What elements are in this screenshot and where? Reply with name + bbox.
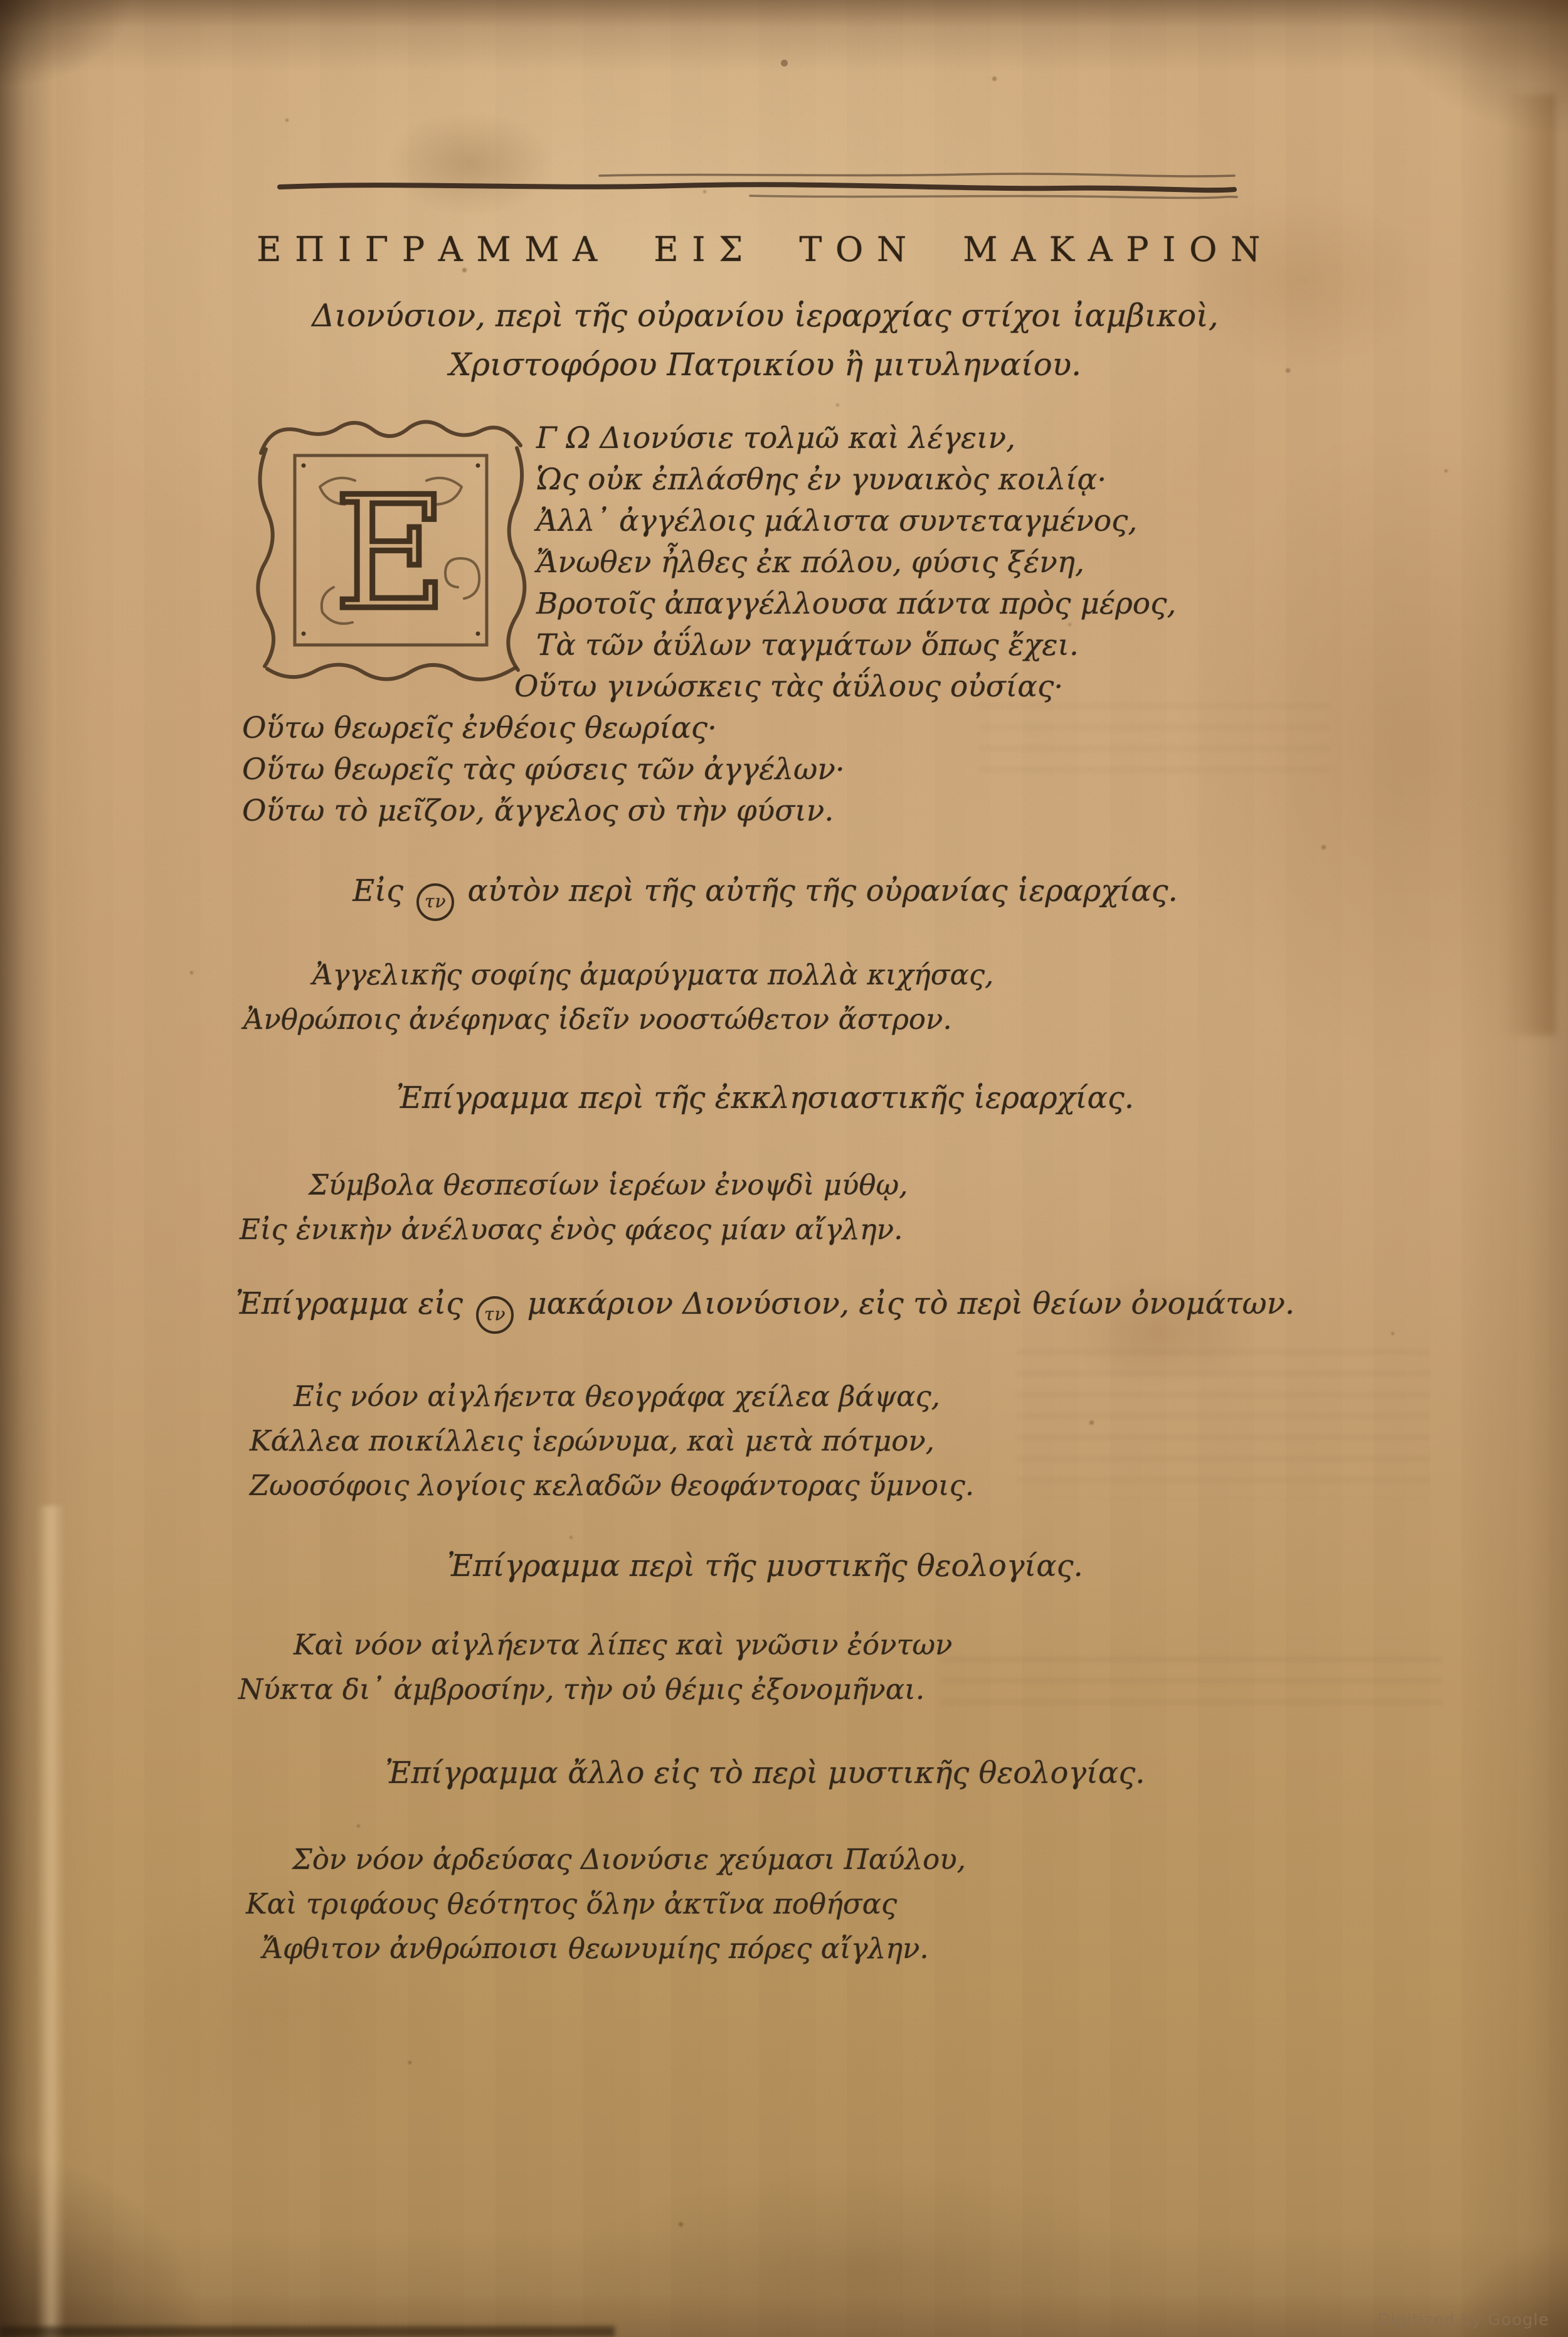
section-heading-divine-names: [151, 1286, 1380, 1334]
main-poem-line: Βροτοῖς ἀπαγγέλλουσα πάντα πρὸς μέρος,: [536, 587, 1177, 621]
main-poem-line: Οὕτω θεωρεῖς ἐνθέοις θεωρίας·: [242, 711, 717, 745]
subtitle-line-1: Διονύσιον, περὶ τῆς οὐρανίου ἱεραρχίας στίχοι ἰαμβικοὶ,: [312, 297, 1219, 334]
google-watermark: Digitized by Google: [1377, 2311, 1549, 2329]
main-poem-line: Ἀλλ᾽ ἀγγέλοις μάλιστα συντεταγμένος,: [536, 504, 1138, 538]
epigram-line: Ἄφθιτον ἀνθρώποισι θεωνυμίης πόρες αἴγλην.: [262, 1932, 929, 1965]
main-poem-line: Οὕτω τὸ μεῖζον, ἄγγελος σὺ τὴν φύσιν.: [242, 794, 834, 828]
epigram-mystical-theology-other: [238, 1837, 1380, 1971]
epigram-divine-names: [238, 1374, 1380, 1508]
heading-text: αὐτὸν περὶ τῆς αὐτῆς τῆς οὐρανίας ἱεραρχίας.: [467, 873, 1178, 908]
epigram-ecclesiastical-hierarchy: [238, 1163, 1380, 1252]
main-poem-line: Οὕτω γινώσκεις τὰς ἀΰλους οὐσίας·: [514, 669, 1064, 704]
epigram-line: Ἀνθρώποις ἀνέφηνας ἰδεῖν νοοστώθετον ἄστρον.: [243, 1003, 952, 1036]
main-poem-line: Τὰ τῶν ἀΰλων ταγμάτων ὅπως ἔχει.: [536, 628, 1079, 663]
headpiece-rule: [273, 168, 1239, 201]
main-poem-line: Γ Ω Διονύσιε τολμῶ καὶ λέγειν,: [536, 421, 1016, 455]
section-heading-mystical-theology: Ἐπίγραμμα περὶ τῆς μυστικῆς θεολογίας.: [447, 1548, 1083, 1584]
main-poem-line: Οὕτω θεωρεῖς τὰς φύσεις τῶν ἀγγέλων·: [242, 752, 845, 787]
epigram-line: Νύκτα δι᾽ ἀμβροσίην, τὴν οὐ θέμις ἐξονομῆναι.: [238, 1673, 925, 1706]
heading-text: Ἐπίγραμμα εἰς: [235, 1286, 463, 1321]
page-title: ΕΠΙΓΡΑΜΜΑ ΕΙΣ ΤΟΝ ΜΑΚΑΡΙΟΝ: [257, 230, 1274, 269]
right-edge-stain: [1502, 94, 1555, 1035]
epigram-mystical-theology: [238, 1622, 1380, 1711]
epigram-line: Σύμβολα θεσπεσίων ἱερέων ἐνοψδὶ μύθῳ,: [309, 1168, 908, 1201]
circled-abbreviation-mark: τν: [476, 1296, 514, 1334]
heading-text: Εἰς: [352, 873, 403, 908]
heading-text: μακάριον Διονύσιον, εἰς τὸ περὶ θείων ὀνομάτων.: [527, 1286, 1295, 1321]
epigram-line: Ἀγγελικῆς σοφίης ἀμαρύγματα πολλὰ κιχήσας,: [312, 958, 994, 991]
section-heading-mystical-theology-other: Ἐπίγραμμα ἄλλο εἰς τὸ περὶ μυστικῆς θεολογίας.: [385, 1755, 1145, 1791]
left-fold-highlight: [36, 1506, 65, 2337]
epigram-line: Κάλλεα ποικίλλεις ἱερώνυμα, καὶ μετὰ πότμον,: [250, 1424, 935, 1457]
epigram-line: Καὶ νόον αἰγλήεντα λίπες καὶ γνῶσιν ἐόντων: [294, 1628, 953, 1661]
subtitle-line-2: Χριστοφόρου Πατρικίου ἢ μιτυληναίου.: [448, 346, 1081, 383]
epigram-line: Καὶ τριφάους θεότητος ὅλην ἀκτῖνα ποθήσας: [246, 1887, 898, 1920]
epigram-line: Εἰς ἑνικὴν ἀνέλυσας ἑνὸς φάεος μίαν αἴγλην.: [240, 1213, 903, 1246]
foxing-specks: [781, 60, 788, 67]
section-heading-celestial-hierarchy: [151, 873, 1380, 921]
bottom-page-edge-shadow: [0, 2326, 615, 2337]
epigram-line: Σὸν νόον ἀρδεύσας Διονύσιε χεύμασι Παύλου,: [292, 1843, 966, 1876]
epigram-line: Ζωοσόφοις λογίοις κελαδῶν θεοφάντορας ὕμνοις.: [250, 1469, 975, 1502]
epigram-celestial-hierarchy: [238, 952, 1380, 1041]
section-heading-ecclesiastical-hierarchy: Ἐπίγραμμα περὶ τῆς ἐκκλησιαστικῆς ἱεραρχίας.: [396, 1080, 1135, 1115]
main-poem-line: Ἄνωθεν ἦλθες ἐκ πόλου, φύσις ξένη,: [536, 545, 1084, 580]
epigram-line: Εἰς νόον αἰγλήεντα θεογράφα χείλεα βάψας,: [294, 1380, 940, 1413]
main-poem: [238, 418, 1380, 832]
circled-abbreviation-mark: τν: [416, 883, 454, 921]
main-poem-line: Ὡς οὐκ ἐπλάσθης ἐν γυναικὸς κοιλίᾳ·: [536, 462, 1107, 497]
woodcut-initial-letter: E: [334, 464, 448, 644]
